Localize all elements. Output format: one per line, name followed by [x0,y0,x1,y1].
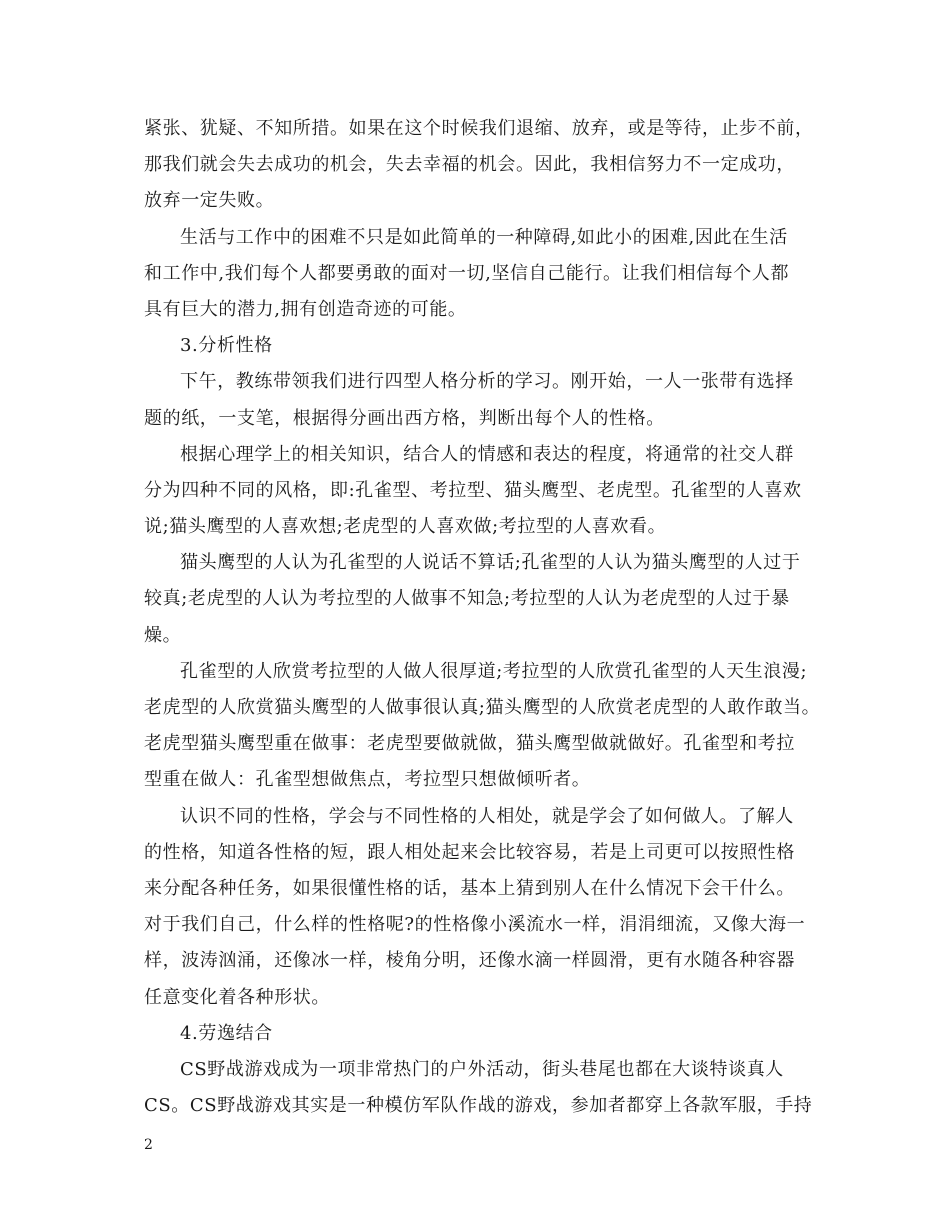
text-line: 孔雀型的人欣赏考拉型的人做人很厚道;考拉型的人欣赏孔雀型的人天生浪漫; [180,660,808,682]
text-line: 说;猫头鹰型的人喜欢想;老虎型的人喜欢做;考拉型的人喜欢看。 [144,516,667,538]
text-line: 和工作中,我们每个人都要勇敢的面对一切,坚信自己能行。让我们相信每个人都 [144,262,790,284]
text-line: CS野战游戏成为一项非常热门的户外活动，街头巷尾也都在大谈特谈真人 [180,1058,784,1080]
text-line: 来分配各种任务，如果很懂性格的话，基本上猜到别人在什么情况下会干什么。 [144,877,795,899]
text-line: 下午，教练带领我们进行四型人格分析的学习。刚开始，一人一张带有选择 [180,371,794,393]
text-line: 分为四种不同的风格，即:孔雀型、考拉型、猫头鹰型、老虎型。孔雀型的人喜欢 [144,479,802,501]
text-line: 题的纸，一支笔，根据得分画出西方格，判断出每个人的性格。 [144,407,665,429]
text-line: 老虎型猫头鹰型重在做事：老虎型要做就做，猫头鹰型做就做好。孔雀型和考拉 [144,733,795,755]
section-heading: 3.分析性格 [180,335,273,357]
text-line: 具有巨大的潜力,拥有创造奇迹的可能。 [144,298,467,320]
text-line: 任意变化着各种形状。 [144,986,330,1008]
text-line: 根据心理学上的相关知识，结合人的情感和表达的程度，将通常的社交人群 [180,443,794,465]
text-line: 那我们就会失去成功的机会，失去幸福的机会。因此，我相信努力不一定成功， [144,154,795,176]
text-line: 样，波涛汹涌，还像冰一样，棱角分明，还像水滴一样圆滑，更有水随各种容器 [144,950,795,972]
text-line: 放弃一定失败。 [144,190,275,212]
text-line: 较真;老虎型的人认为考拉型的人做事不知急;考拉型的人认为老虎型的人过于暴 [144,588,790,610]
text-line: 的性格，知道各性格的短，跟人相处起来会比较容易，若是上司更可以按照性格 [144,841,795,863]
text-line: 猫头鹰型的人认为孔雀型的人说话不算话;孔雀型的人认为猫头鹰型的人过于 [180,552,801,574]
text-line: 生活与工作中的困难不只是如此简单的一种障碍,如此小的困难,因此在生活 [180,226,788,248]
document-body [144,111,821,1124]
text-line: 燥。 [144,624,182,646]
text-line: CS。CS野战游戏其实是一种模仿军队作战的游戏，参加者都穿上各款军服，手持 [144,1095,813,1117]
text-line: 紧张、犹疑、不知所措。如果在这个时候我们退缩、放弃，或是等待，止步不前， [144,118,814,139]
text-line: 老虎型的人欣赏猫头鹰型的人做事很认真;猫头鹰型的人欣赏老虎型的人敢作敢当。 [144,697,821,718]
text-line: 认识不同的性格，学会与不同性格的人相处，就是学会了如何做人。了解人 [180,805,794,827]
page-number: 2 [144,1137,153,1153]
text-line: 对于我们自己，什么样的性格呢?的性格像小溪流水一样，涓涓细流，又像大海一 [144,914,806,936]
text-line: 型重在做人：孔雀型想做焦点，考拉型只想做倾听者。 [144,769,591,791]
section-heading: 4.劳逸结合 [180,1022,273,1044]
